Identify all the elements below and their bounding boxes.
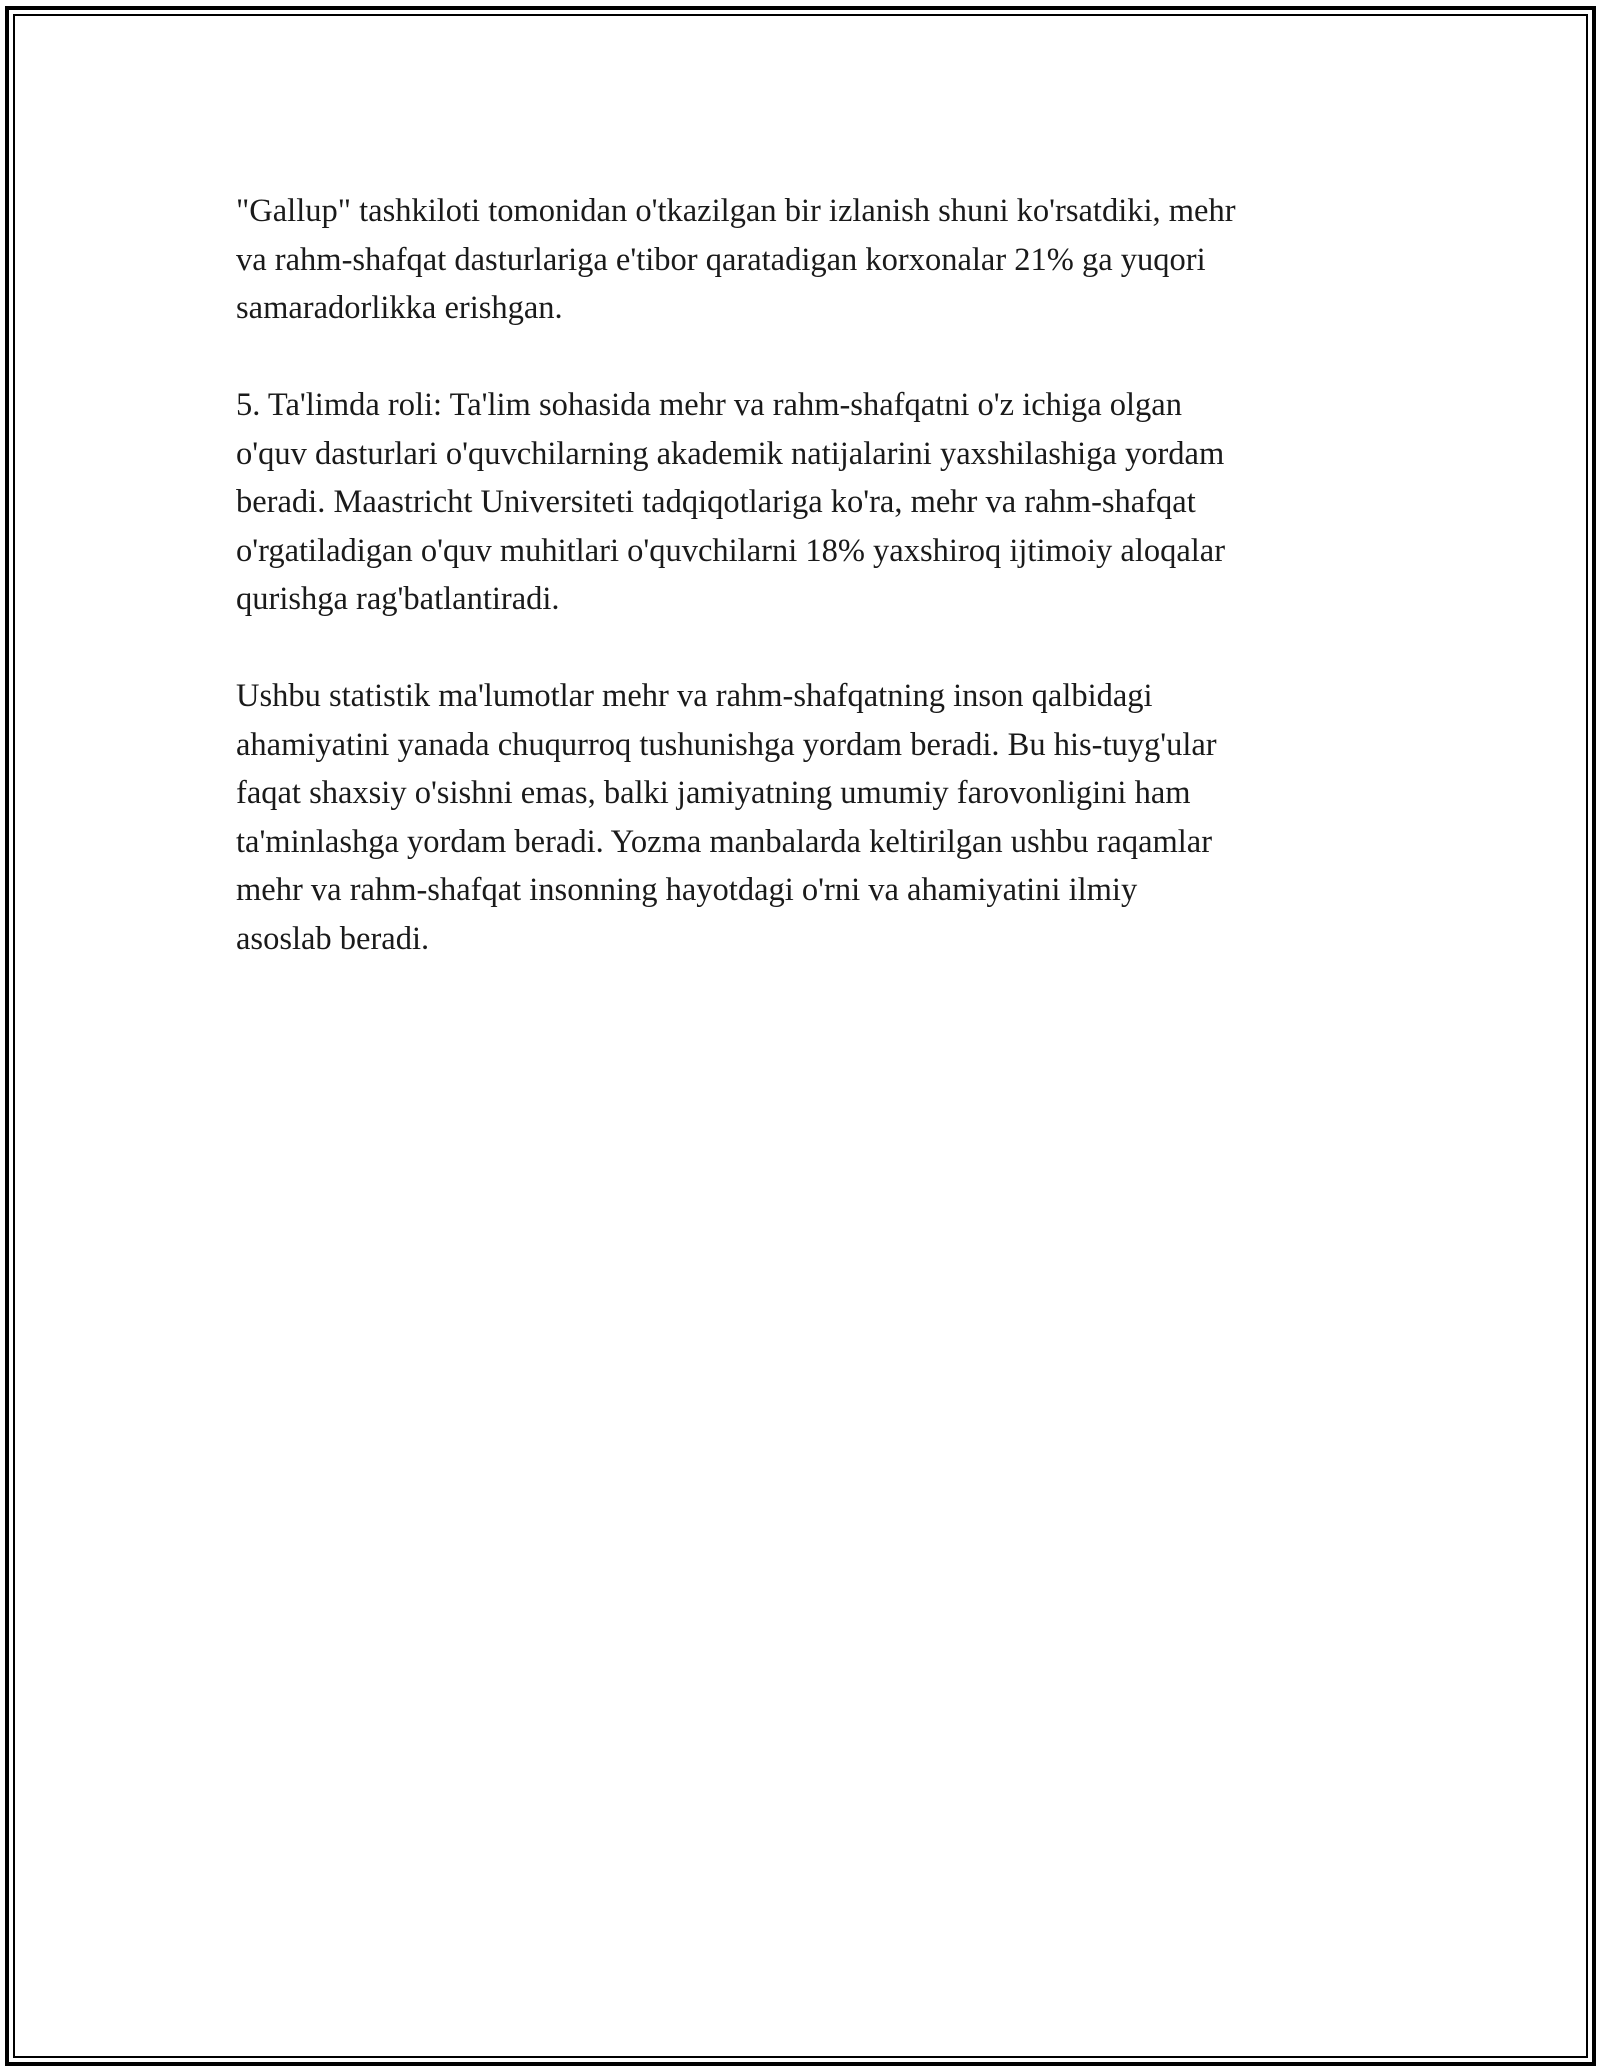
paragraph-conclusion: [236, 672, 1376, 963]
text-line: samaradorlikka erishgan.: [236, 290, 563, 326]
text-line: o'quv dasturlari o'quvchilarning akademik natijalarini yaxshilashiga yordam: [236, 435, 1225, 472]
text-line: mehr va rahm-shafqat insonning hayotdagi o'rni va ahamiyatini ilmiy: [236, 872, 1138, 908]
text-line: o'rgatiladigan o'quv muhitlari o'quvchilarni 18% yaxshiroq ijtimoiy aloqalar: [236, 532, 1226, 569]
text-line: asoslab beradi.: [236, 920, 430, 957]
text-line: ta'minlashga yordam beradi. Yozma manbalarda keltirilgan ushbu raqamlar: [236, 823, 1213, 860]
text-line: 5. Ta'limda roli: Ta'lim sohasida mehr va rahm-shafqatni o'z ichiga olgan: [236, 387, 1182, 423]
paragraph-education-role: [236, 381, 1376, 624]
text-line: "Gallup" tashkiloti tomonidan o'tkazilgan bir izlanish shuni ko'rsatdiki, mehr: [236, 193, 1236, 229]
text-line: qurishga rag'batlantiradi.: [236, 581, 560, 617]
document-body: [236, 187, 1376, 1012]
text-line: ahamiyatini yanada chuqurroq tushunishga yordam beradi. Bu his-tuyg'ular: [236, 726, 1217, 763]
text-line: Ushbu statistik ma'lumotlar mehr va rahm-shafqatning inson qalbidagi: [236, 678, 1153, 714]
text-line: beradi. Maastricht Universiteti tadqiqotlariga ko'ra, mehr va rahm-shafqat: [236, 484, 1196, 520]
text-line: va rahm-shafqat dasturlariga e'tibor qaratadigan korxonalar 21% ga yuqori: [236, 241, 1206, 278]
paragraph-gallup: [236, 187, 1376, 333]
text-line: faqat shaxsiy o'sishni emas, balki jamiyatning umumiy farovonligini ham: [236, 775, 1191, 811]
